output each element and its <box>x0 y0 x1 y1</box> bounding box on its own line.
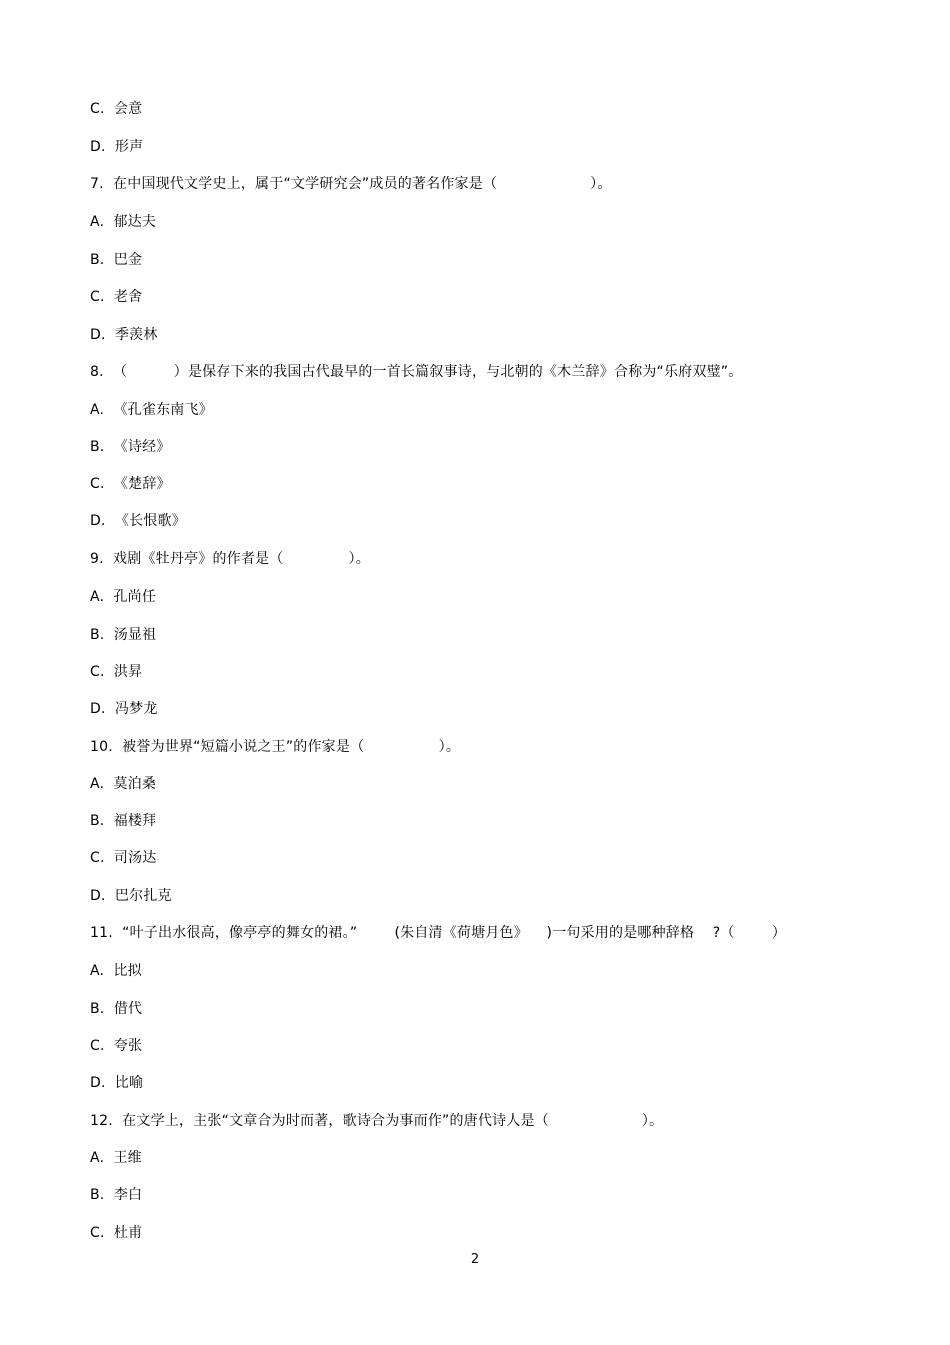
option-a-q10: A. 莫泊桑 <box>90 776 157 792</box>
question-11: 11. “叶子出水很高，像亭亭的舞女的裙。” (朱自清《荷塘月色》 )一句采用的是哪种辞格 ?（ ） <box>90 925 787 941</box>
question-7: 7. 在中国现代文学史上，属于“文学研究会”成员的著名作家是（ ）。 <box>90 176 612 192</box>
option-c-q8: C. 《楚辞》 <box>90 476 171 492</box>
option-b-q11: B. 借代 <box>90 1001 143 1017</box>
option-d-q9: D. 冯梦龙 <box>90 701 158 717</box>
option-a-q11: A. 比拟 <box>90 963 142 979</box>
option-d-q8: D. 《长恨歌》 <box>90 513 186 529</box>
option-a-q7: A. 郁达夫 <box>90 214 157 230</box>
option-d-q11: D. 比喻 <box>90 1075 144 1091</box>
option-c-q9: C. 洪昇 <box>90 664 143 680</box>
option-b-q10: B. 福楼拜 <box>90 813 157 829</box>
option-a-q9: A. 孔尚任 <box>90 589 157 605</box>
option-c-q7: C. 老舍 <box>90 289 143 305</box>
option-a-q12: A. 王维 <box>90 1150 142 1166</box>
option-c-q6: C. 会意 <box>90 101 143 117</box>
option-d-q10: D. 巴尔扎克 <box>90 888 172 904</box>
question-10: 10. 被誉为世界“短篇小说之王”的作家是（ ）。 <box>90 739 461 755</box>
option-c-q11: C. 夸张 <box>90 1038 143 1054</box>
option-b-q7: B. 巴金 <box>90 252 143 268</box>
option-c-q12: C. 杜甫 <box>90 1225 143 1241</box>
option-d-q7: D. 季羡林 <box>90 327 158 343</box>
option-c-q10: C. 司汤达 <box>90 850 157 866</box>
question-12: 12. 在文学上，主张“文章合为时而著，歌诗合为事而作”的唐代诗人是（ ）。 <box>90 1113 664 1129</box>
option-b-q12: B. 李白 <box>90 1187 143 1203</box>
option-d-q6: D. 形声 <box>90 139 144 155</box>
option-b-q9: B. 汤显祖 <box>90 627 157 643</box>
question-9: 9. 戏剧《牡丹亭》的作者是（ ）。 <box>90 551 370 567</box>
page-number: 2 <box>470 1252 480 1267</box>
question-8: 8. （ ）是保存下来的我国古代最早的一首长篇叙事诗，与北朝的《木兰辞》合称为“乐府双璧”。 <box>90 364 743 380</box>
option-a-q8: A. 《孔雀东南飞》 <box>90 402 213 418</box>
option-b-q8: B. 《诗经》 <box>90 439 171 455</box>
